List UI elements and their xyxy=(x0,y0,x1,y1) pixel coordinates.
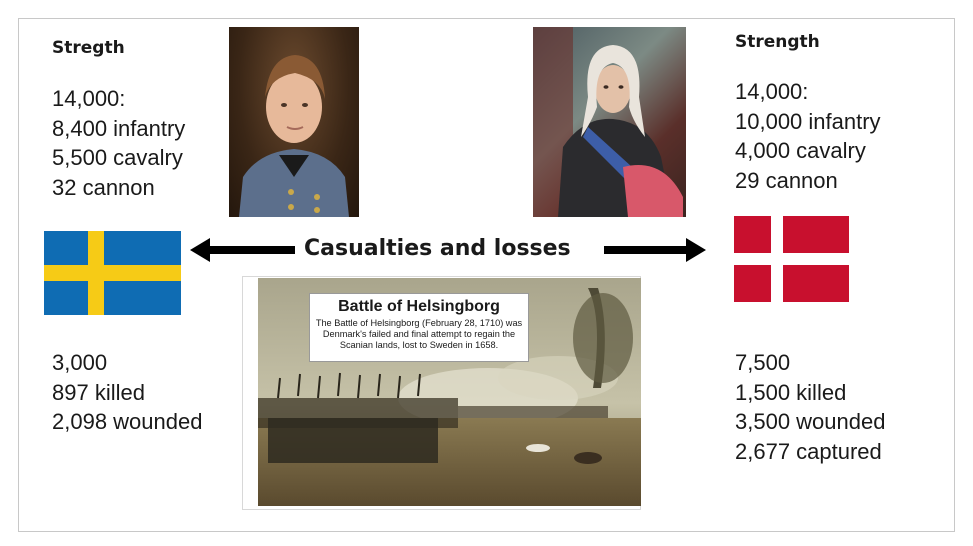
painting-caption-body: The Battle of Helsingborg (February 28, 1710) was Denmark's failed and final attempt to regain the Scanian lands, lost to Sweden in 1658. xyxy=(315,318,523,350)
denmark-losses-list xyxy=(735,348,885,466)
denmark-losses-line: 3,500 wounded xyxy=(735,409,886,434)
arrow-right-icon xyxy=(604,238,706,262)
denmark-losses-line: 2,677 captured xyxy=(735,438,882,464)
sweden-strength-line: 32 cannon xyxy=(52,174,155,200)
sweden-strength-heading: Stregth xyxy=(52,38,125,58)
sweden-losses-list xyxy=(52,348,202,437)
swedish-commander-portrait xyxy=(229,27,359,217)
denmark-strength-line: 4,000 cavalry xyxy=(735,138,866,163)
sweden-strength-line: 5,500 cavalry xyxy=(52,145,183,170)
denmark-strength-line: 10,000 infantry xyxy=(735,108,881,134)
danish-flag xyxy=(734,216,849,302)
sweden-losses-line: 2,098 wounded xyxy=(52,409,203,434)
swedish-flag xyxy=(44,231,181,315)
danish-flag-cross-horizontal xyxy=(734,253,849,265)
arrow-left-icon xyxy=(190,238,295,262)
sweden-strength-line: 14,000: xyxy=(52,86,126,111)
denmark-strength-list xyxy=(735,77,881,195)
painting-caption-box xyxy=(309,293,529,362)
sweden-losses-line: 3,000 xyxy=(52,350,108,375)
casualties-label: Casualties and losses xyxy=(304,236,571,261)
denmark-losses-line: 7,500 xyxy=(735,350,791,375)
denmark-strength-line: 14,000: xyxy=(735,79,809,104)
painting-caption-title: Battle of Helsingborg xyxy=(338,298,500,315)
sweden-strength-line: 8,400 infantry xyxy=(52,115,186,141)
denmark-strength-heading: Strength xyxy=(735,32,820,52)
swedish-flag-cross-horizontal xyxy=(44,265,181,281)
denmark-losses-line: 1,500 killed xyxy=(735,379,847,405)
sweden-strength-list xyxy=(52,84,185,202)
denmark-strength-line: 29 cannon xyxy=(735,167,838,193)
danish-commander-portrait xyxy=(533,27,686,217)
sweden-losses-line: 897 killed xyxy=(52,379,145,405)
